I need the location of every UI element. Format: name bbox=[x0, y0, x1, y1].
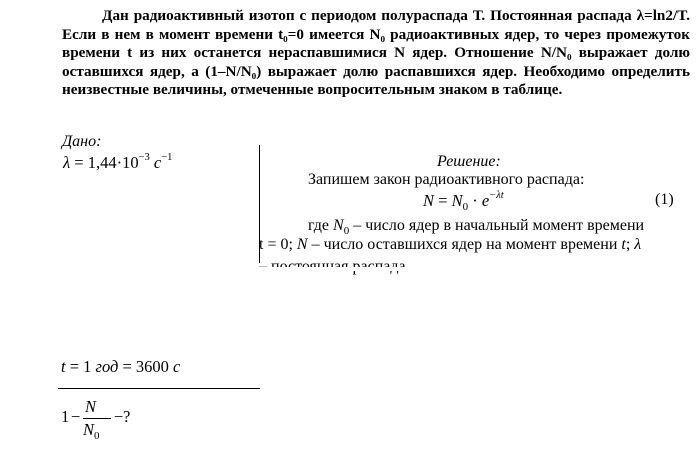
time-symbol: t bbox=[61, 357, 66, 376]
where-lambda: λ bbox=[634, 236, 642, 253]
time-eq2: = bbox=[122, 357, 132, 376]
given-lambda bbox=[63, 152, 172, 173]
formula-n: N bbox=[451, 191, 463, 210]
where-n0: N bbox=[333, 217, 344, 234]
time-value: 1 bbox=[83, 357, 92, 376]
time-eq: = bbox=[69, 357, 80, 376]
formula-e: e bbox=[481, 191, 490, 210]
time-unit: год bbox=[95, 357, 119, 376]
formula-lhs: N bbox=[423, 191, 435, 210]
lambda-unit-exp: −1 bbox=[161, 152, 173, 163]
lambda-symbol: λ bbox=[63, 153, 71, 172]
formula-eq: = bbox=[438, 191, 448, 210]
formula-n-sub: 0 bbox=[462, 201, 469, 213]
unknown-question: ? bbox=[123, 407, 131, 426]
where-n0-sub: 0 bbox=[343, 225, 350, 237]
where-t0: t = 0; bbox=[259, 236, 293, 253]
den-sub: 0 bbox=[94, 430, 100, 442]
solution-heading: Решение: bbox=[437, 153, 501, 170]
equation-number: (1) bbox=[655, 191, 674, 208]
unknown-minus: − bbox=[71, 407, 81, 426]
unknown-minus2: − bbox=[114, 407, 124, 426]
lambda-exp: −3 bbox=[138, 152, 150, 163]
where-t: t bbox=[621, 236, 626, 253]
den-n: N bbox=[83, 420, 95, 439]
lambda-value: 1,44·10 bbox=[87, 153, 139, 172]
where-line-1 bbox=[308, 217, 644, 237]
where-semicolon: ; bbox=[625, 236, 631, 253]
formula-exp: −λt bbox=[489, 190, 504, 201]
lambda-eq: = bbox=[74, 153, 84, 172]
decay-law-formula bbox=[423, 190, 504, 213]
unknown-denominator bbox=[83, 420, 100, 442]
page-cut-mask bbox=[0, 267, 698, 271]
solution-intro: Запишем закон радиоактивного распада: bbox=[308, 171, 585, 188]
given-label: Дано: bbox=[62, 133, 102, 150]
unknown-numerator: N bbox=[85, 397, 97, 416]
given-find-separator bbox=[58, 388, 260, 389]
unknown-one: 1 bbox=[61, 407, 70, 426]
time-value2: 3600 bbox=[135, 357, 169, 376]
lambda-unit: с bbox=[153, 153, 162, 172]
where-n: N bbox=[296, 236, 308, 253]
fraction-bar bbox=[83, 418, 111, 419]
where-n0-desc: – число ядер в начальный момент времени bbox=[353, 217, 645, 234]
formula-dot: · bbox=[472, 191, 478, 210]
where-line-2 bbox=[259, 236, 641, 254]
time-unit2: с bbox=[173, 357, 181, 376]
given-time bbox=[61, 357, 180, 377]
where-word: где bbox=[308, 217, 330, 234]
problem-statement: Дан радиоактивный изотоп с периодом полураспада Т. Постоянная распада λ=ln2/T. Если в нем в момент времени t₀=0 имеется N₀ радиоактивных ядер, то через промежуток времени t из них останется нераспавшимися N ядер. Отношение N/N₀ выражает долю оставшихся ядер, а (1–N/N₀) выражает долю распавшихся ядер. Необходимо определить неизвестные величины, отмеченные вопросительным знаком в таблице. bbox=[62, 7, 690, 99]
where-n-desc: – число оставшихся ядер на момент времени bbox=[311, 236, 618, 253]
